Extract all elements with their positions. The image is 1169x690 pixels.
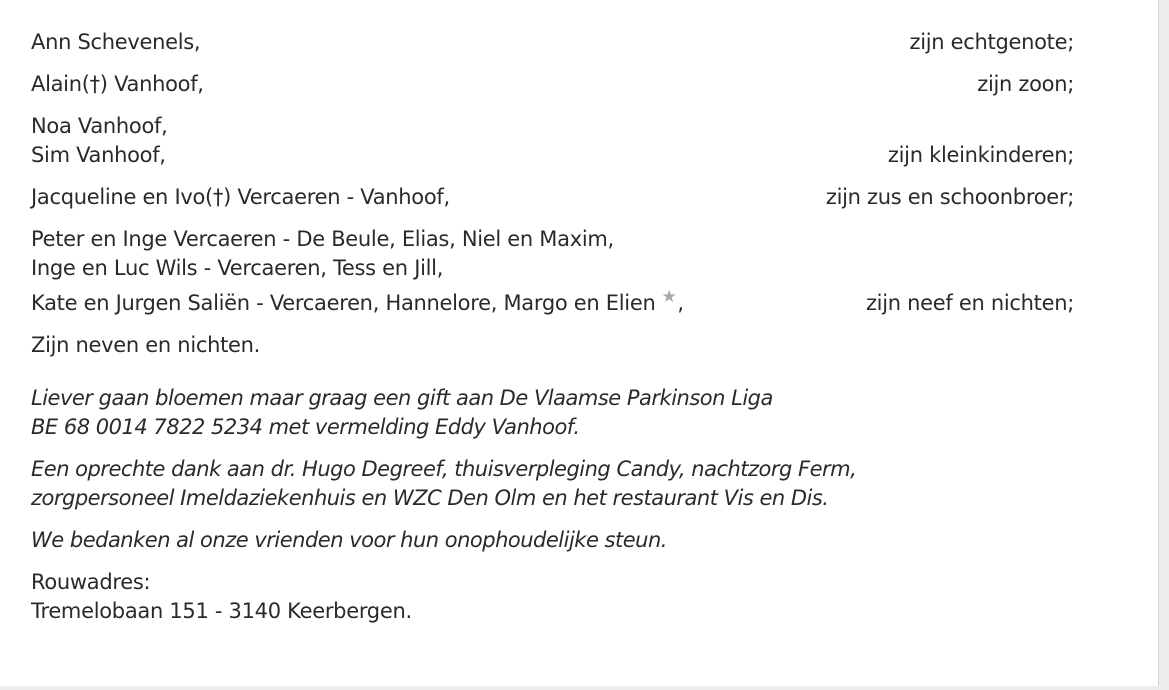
thanks-note [31,455,1074,513]
comma: , [677,291,684,315]
family-group-son [31,70,1074,99]
family-group-spouse [31,28,1074,57]
flowers-note-line: Liever gaan bloemen maar graag een gift aan De Vlaamse Parkinson Liga [31,386,773,410]
family-group-sister [31,183,1074,212]
thanks-note-line: Een oprechte dank aan dr. Hugo Degreef, thuisverpleging Candy, nachtzorg Ferm, [31,457,857,481]
family-name: Ann Schevenels, [31,30,201,54]
family-name: Noa Vanhoof, [31,114,168,138]
family-name: Jacqueline en Ivo(†) Vercaeren - Vanhoof, [31,185,450,209]
relation-label: zijn neef en nichten; [865,291,1074,315]
friends-note [31,526,1074,555]
thanks-note-line: zorgpersoneel Imeldaziekenhuis en WZC Den Olm en het restaurant Vis en Dis. [31,486,829,510]
address-block [31,568,1074,626]
relation-label: zijn echtgenote; [909,30,1074,54]
bank-account-line: BE 68 0014 7822 5234 met vermelding Eddy Vanhoof. [31,415,580,439]
family-name: Alain(†) Vanhoof, [31,72,204,96]
address-street: Tremelobaan 151 - 3140 Keerbergen. [31,599,412,623]
family-group-nephews [31,225,1074,318]
family-name: Kate en Jurgen Saliën - Vercaeren, Hannelore, Margo en Elien [31,291,656,315]
family-name: Sim Vanhoof, [31,143,166,167]
family-group-cousins [31,331,1074,360]
page-edge-bottom [0,686,1169,690]
flowers-note [31,384,1074,442]
family-name: Inge en Luc Wils - Vercaeren, Tess en Jill, [31,256,444,280]
star-icon: ★ [661,287,677,307]
relation-label: zijn zus en schoonbroer; [825,185,1074,209]
family-name: Zijn neven en nichten. [31,333,261,357]
relation-label: zijn kleinkinderen; [887,143,1074,167]
family-name: Peter en Inge Vercaeren - De Beule, Elias, Niel en Maxim, [31,227,614,251]
family-group-grandchildren [31,112,1074,170]
friends-note-line: We bedanken al onze vrienden voor hun onophoudelijke steun. [31,528,667,552]
family-list [31,28,1074,639]
address-label: Rouwadres: [31,570,151,594]
relation-label: zijn zoon; [977,72,1074,96]
page-edge-right [1158,0,1169,690]
